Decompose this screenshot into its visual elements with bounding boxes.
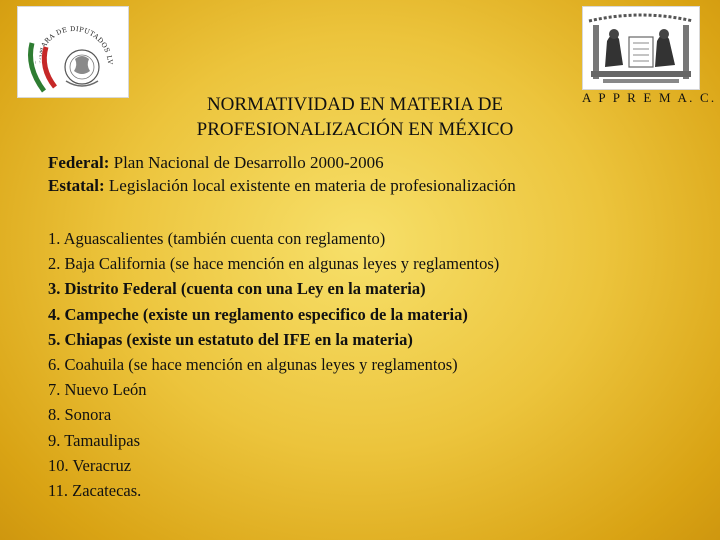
list-item: 4. Campeche (existe un reglamento especifico de la materia) — [48, 304, 468, 324]
intro-federal — [48, 151, 516, 174]
list-item: 2. Baja California (se hace mención en algunas leyes y reglamentos) — [48, 254, 500, 274]
page-title-line-1: NORMATIVIDAD EN MATERIA DE — [206, 94, 504, 115]
list-item: 9. Tamaulipas — [48, 430, 141, 450]
list-item: 7. Nuevo León — [48, 380, 147, 400]
intro-federal-text: Plan Nacional de Desarrollo 2000-2006 — [113, 153, 384, 172]
camara-de-diputados-seal-icon — [18, 7, 128, 97]
intro-federal-label: Federal: — [48, 153, 110, 172]
intro-estatal-label: Estatal: — [48, 176, 105, 195]
apprem-logo — [582, 6, 700, 90]
list-item: 11. Zacatecas. — [48, 481, 142, 501]
list-item: 3. Distrito Federal (cuenta con una Ley en la materia) — [48, 279, 426, 299]
page-title-line-2: PROFESIONALIZACIÓN EN MÉXICO — [196, 119, 514, 140]
apprem-temple-emblem-icon — [583, 7, 699, 89]
camara-de-diputados-logo — [17, 6, 129, 98]
list-item: 8. Sonora — [48, 405, 112, 425]
list-item: 5. Chiapas (existe un estatuto del IFE en la materia) — [48, 329, 413, 349]
list-item: 1. Aguascalientes (también cuenta con reglamento) — [48, 229, 386, 248]
list-item: 10. Veracruz — [48, 455, 132, 475]
intro-estatal-text: Legislación local existente en materia de profesionalización — [108, 176, 516, 195]
state-list — [48, 226, 499, 503]
page-title — [150, 92, 560, 142]
intro-estatal — [48, 174, 516, 197]
apprem-caption: A P P R E M A. C. — [582, 90, 717, 105]
list-item: 6. Coahuila (se hace mención en algunas leyes y reglamentos) — [48, 355, 458, 375]
intro-block — [48, 151, 516, 197]
svg-text:CAMARA DE DIPUTADOS LVIII LEGI: CAMARA DE DIPUTADOS LV — [33, 24, 115, 66]
